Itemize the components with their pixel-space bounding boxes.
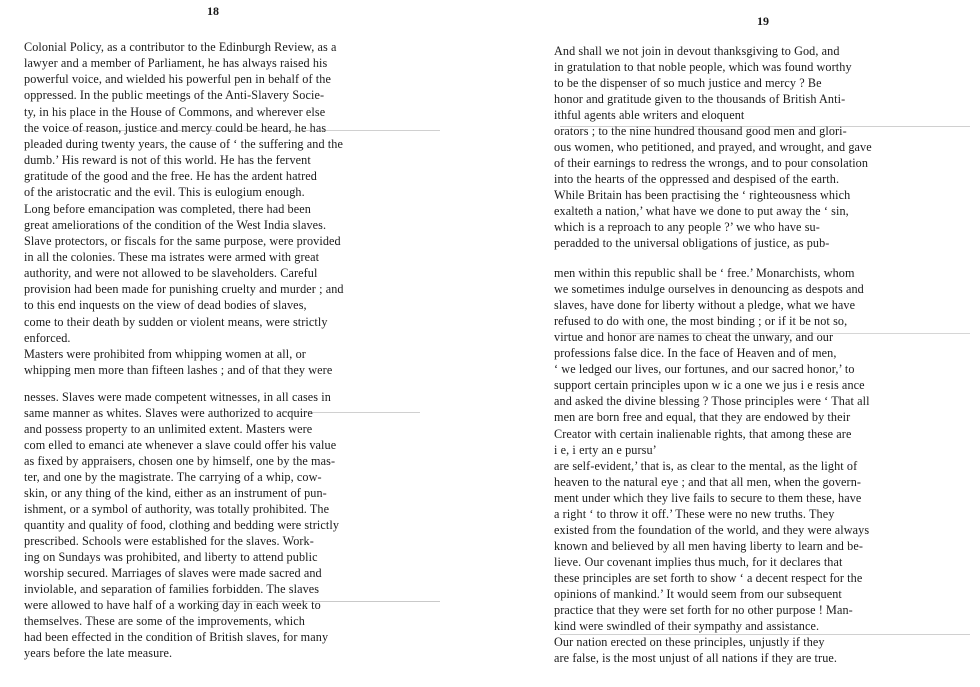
text-line: to be the dispenser of so much justice and mercy ? Be: [554, 76, 822, 90]
text-line: support certain principles upon w ic a one we jus i e resis ance: [554, 378, 865, 393]
text-line: of the aristocratic and the evil. This is eulogium enough.: [24, 185, 305, 200]
text-line: heaven to the natural eye ; and that all men, when the govern-: [554, 474, 862, 489]
scan-rule: [200, 601, 440, 602]
text-line: com elled to emanci ate whenever a slave could offer his value: [24, 438, 337, 452]
text-line: enforced.: [24, 330, 71, 345]
text-line: provision had been made for punishing cruelty and murder ; and: [24, 282, 344, 297]
text-line: and asked the divine blessing ? Those principles were ‘ That all: [554, 394, 870, 409]
text-line: dumb.’ His reward is not of this world. He has the fervent: [24, 153, 311, 168]
text-line: we sometimes indulge ourselves in denouncing as despots and: [554, 282, 864, 297]
text-line: prescribed. Schools were established for the slaves. Work-: [24, 534, 314, 548]
text-line: the voice of reason, justice and mercy could be heard, he has: [24, 120, 327, 135]
text-line: honor and gratitude given to the thousands of British Anti-: [554, 92, 846, 106]
text-line: as fixed by appraisers, chosen one by himself, one by the mas-: [24, 454, 336, 468]
text-line: to this end inquests on the view of dead bodies of slaves,: [24, 298, 307, 313]
text-line: And shall we not join in devout thanksgiving to God, and: [554, 44, 840, 58]
text-line: lieve. Our covenant implies thus much, for it declares that: [554, 554, 843, 569]
text-line: Creator with certain inalienable rights, that among these are: [554, 426, 852, 441]
text-line: pleaded during twenty years, the cause of ‘ the suffering and the: [24, 136, 343, 151]
text-line: quantity and quality of food, clothing and bedding were strictly: [24, 518, 340, 532]
page-number: 18: [207, 4, 219, 18]
text-line: in gratulation to that noble people, which was found worthy: [554, 60, 852, 74]
text-line: gratitude of the good and the free. He has the ardent hatred: [24, 169, 317, 184]
text-line: i e, i erty an e pursu’: [554, 442, 657, 457]
text-line: ing on Sundays was prohibited, and liberty to attend public: [24, 550, 318, 564]
text-line: refused to do with one, the most binding ; or if it be not so,: [554, 314, 848, 329]
text-line: Long before emancipation was completed, there had been: [24, 201, 311, 216]
text-line: lawyer and a member of Parliament, he has always raised his: [24, 56, 328, 71]
text-line: powerful voice, and wielded his powerful pen in behalf of the: [24, 72, 331, 87]
text-line: oppressed. In the public meetings of the Anti-Slavery Socie-: [24, 88, 325, 103]
text-line: peradded to the universal obligations of justice, as pub-: [554, 236, 830, 250]
text-line: which is a reproach to any people ?’ we who have su-: [554, 220, 820, 234]
text-line: practice that they were set forth for no other purpose ! Man-: [554, 603, 853, 618]
text-line: Masters were prohibited from whipping women at all, or: [24, 346, 306, 361]
text-line: ‘ we ledged our lives, our fortunes, and our sacred honor,’ to: [554, 362, 855, 377]
text-line: and possess property to an unlimited extent. Masters were: [24, 422, 313, 436]
text-line: great ameliorations of the condition of the West India slaves.: [24, 217, 327, 232]
text-line: are false, is the most unjust of all nations if they are true.: [554, 651, 838, 666]
text-line: themselves. These are some of the improvements, which: [24, 614, 305, 628]
text-line: inviolable, and separation of families forbidden. The slaves: [24, 582, 320, 596]
text-line: slaves, have done for liberty without a pledge, what we have: [554, 298, 856, 313]
text-line: into the hearts of the oppressed and despised of the earth.: [554, 172, 840, 186]
text-line: professions false dice. In the face of Heaven and of men,: [554, 346, 837, 361]
text-line: While Britain has been practising the ‘ righteousness which: [554, 188, 851, 202]
text-line: in all the colonies. These ma istrates were armed with great: [24, 249, 320, 264]
text-line: years before the late measure.: [24, 646, 173, 660]
scan-rule: [620, 333, 970, 334]
text-line: come to their death by sudden or violent means, were strictly: [24, 314, 328, 329]
scan-rule: [60, 130, 440, 131]
scan-rule: [560, 126, 970, 127]
text-line: existed from the foundation of the world, and they were always: [554, 522, 870, 537]
text-line: same manner as whites. Slaves were authorized to acquire: [24, 406, 313, 420]
text-line: Our nation erected on these principles, unjustly if they: [554, 635, 825, 650]
text-line: ous women, who petitioned, and prayed, and wrought, and gave: [554, 140, 872, 154]
text-line: a right ‘ to throw it off.’ These were no new truths. They: [554, 506, 835, 521]
text-line: ty, in his place in the House of Commons, and wherever else: [24, 104, 326, 119]
text-line: Colonial Policy, as a contributor to the Edinburgh Review, as a: [24, 40, 337, 54]
text-line: opinions of mankind.’ It would seem from our subsequent: [554, 587, 842, 601]
text-line: authority, and were not allowed to be slaveholders. Careful: [24, 266, 318, 281]
text-line: whipping men more than fifteen lashes ; and of that they were: [24, 363, 333, 377]
text-line: exalteth a nation,’ what have we done to put away the ‘ sin,: [554, 204, 849, 218]
text-line: ter, and one by the magistrate. The carrying of a whip, cow-: [24, 470, 322, 484]
text-line: ithful agents able writers and eloquent: [554, 108, 745, 122]
text-line: kind were swindled of their sympathy and assistance.: [554, 619, 820, 634]
text-line: these principles are set forth to show ‘ a decent respect for the: [554, 570, 863, 585]
text-line: ishment, or a symbol of authority, was totally prohibited. The: [24, 502, 330, 516]
text-line: skin, or any thing of the kind, either as an instrument of pun-: [24, 486, 327, 500]
text-line: had been effected in the condition of British slaves, for many: [24, 630, 329, 644]
text-line: known and believed by all men having liberty to learn and be-: [554, 538, 864, 553]
text-line: ment under which they live fails to secure to them these, have: [554, 490, 862, 505]
text-line: men are born free and equal, that they are endowed by their: [554, 410, 851, 425]
text-line: were allowed to have half of a working day in each week to: [24, 598, 321, 612]
text-line: nesses. Slaves were made competent witnesses, in all cases in: [24, 390, 331, 404]
text-line: Slave protectors, or fiscals for the same purpose, were provided: [24, 233, 341, 248]
text-line: virtue and honor are names to cheat the unwary, and our: [554, 330, 834, 345]
text-line: are self-evident,’ that is, as clear to the mental, as the light of: [554, 458, 858, 473]
text-line: of their earnings to redress the wrongs, and to pour consolation: [554, 156, 869, 170]
text-line: worship secured. Marriages of slaves were made sacred and: [24, 566, 322, 580]
scan-rule: [280, 412, 420, 413]
text-line: orators ; to the nine hundred thousand good men and glori-: [554, 124, 847, 138]
text-line: men within this republic shall be ‘ free.’ Monarchists, whom: [554, 266, 855, 280]
scan-rule: [560, 634, 970, 635]
page-number: 19: [757, 14, 769, 28]
